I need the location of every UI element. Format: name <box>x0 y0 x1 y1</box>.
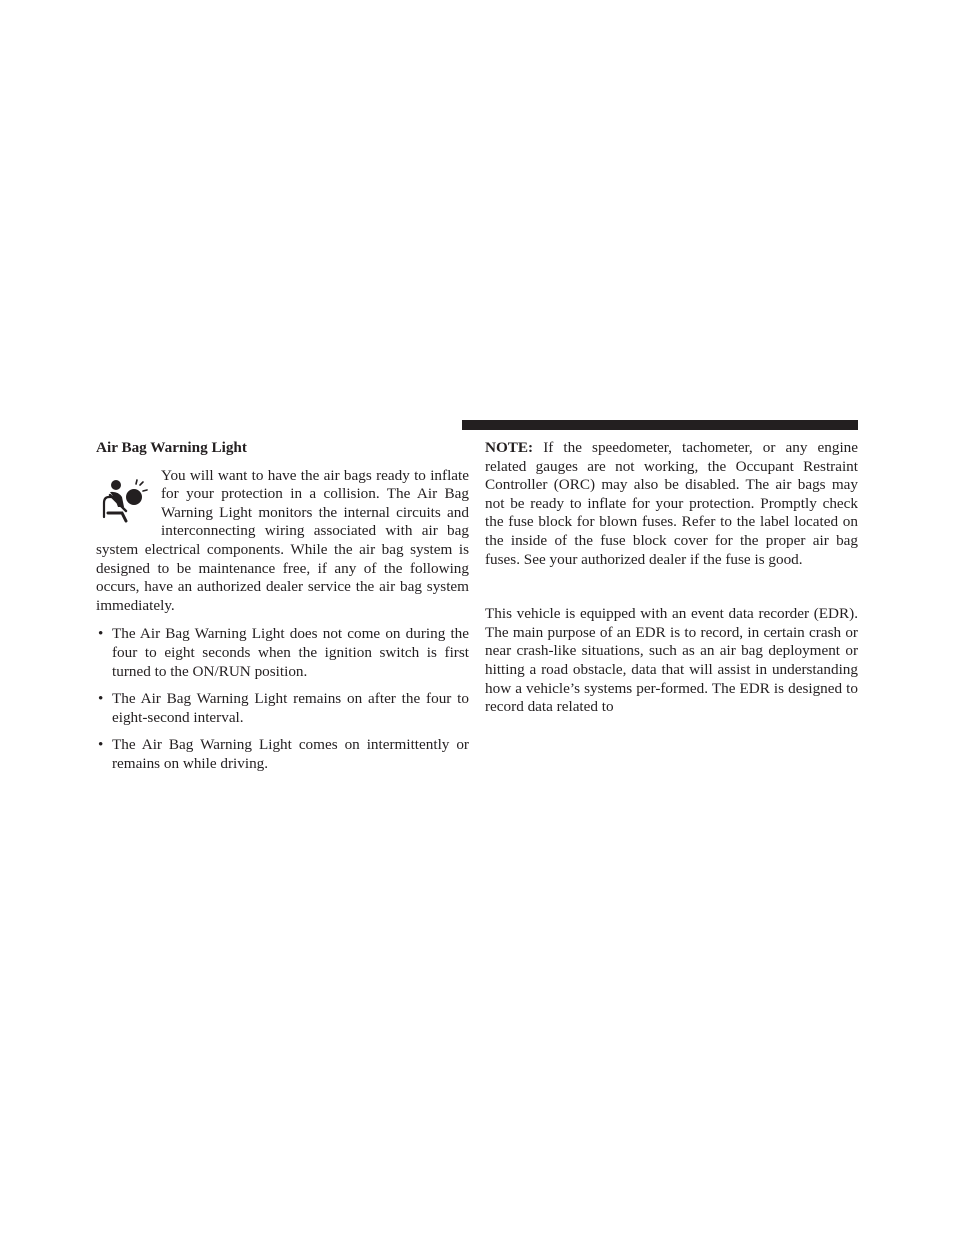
edr-paragraph: This vehicle is equipped with an event data recorder (EDR). The main purpose of an EDR is to record, in certain crash or near crash-like situations, such as an air bag deployment or hitting a road obstacle, data that will assist in understanding how a vehicle’s systems per-formed. The EDR is designed to record data related to <box>485 605 858 716</box>
warning-conditions-list <box>96 625 469 773</box>
airbag-warning-icon <box>96 473 148 525</box>
list-item-text: The Air Bag Warning Light does not come on during the four to eight seconds when the ignition switch is first turned to the ON/RUN position. <box>112 625 469 680</box>
intro-paragraph: You will want to have the air bags ready to inflate for your protection in a collision. The Air Bag Warning Light monitors the internal circuits and interconnecting wiring associated with air bag system electrical components. While the air bag system is designed to be maintenance free, if any of the following occurs, have an authorized dealer service the air bag system immediately. <box>96 466 469 614</box>
list-item <box>96 690 469 727</box>
list-item-text: The Air Bag Warning Light comes on intermittently or remains on while driving. <box>112 736 469 772</box>
note-text: If the speedometer, tachometer, or any engine related gauges are not working, the Occupant Restraint Controller (ORC) may also be disabled. The air bags may not be ready to inflate for your protection. Promptly check the fuse block for blown fuses. Refer to the label located on the inside of the fuse block cover for the proper air bag fuses. See your authorized dealer if the fuse is good. <box>485 439 859 568</box>
section-heading: Air Bag Warning Light <box>96 439 247 456</box>
bullet-icon: • <box>98 736 104 754</box>
list-item <box>96 736 469 773</box>
left-column <box>96 436 469 783</box>
right-column <box>485 436 858 717</box>
section-header-bar <box>462 420 858 430</box>
note-label: NOTE: <box>485 439 534 456</box>
list-item <box>96 625 469 681</box>
note-paragraph <box>485 439 858 569</box>
bullet-icon: • <box>98 690 104 708</box>
list-item-text: The Air Bag Warning Light remains on after the four to eight-second interval. <box>112 690 469 726</box>
bullet-icon: • <box>98 625 104 643</box>
